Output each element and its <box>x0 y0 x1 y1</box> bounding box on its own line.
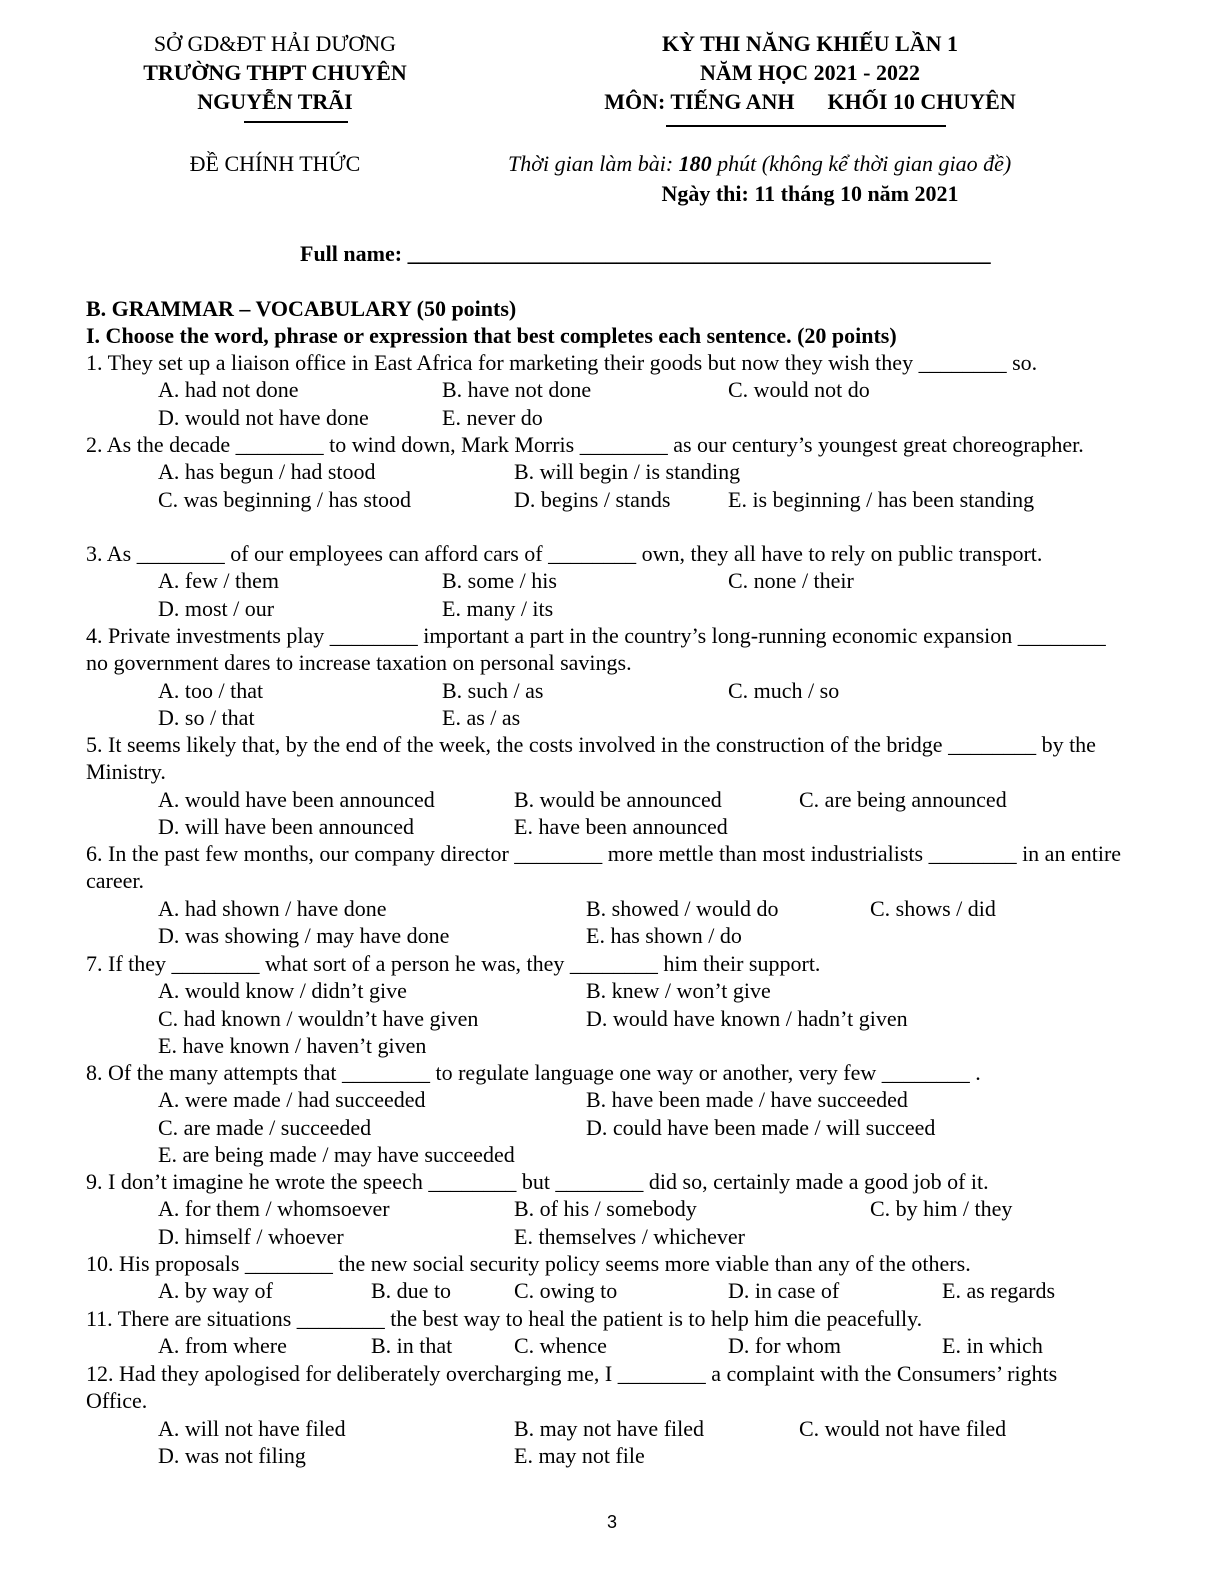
option-a[interactable]: A. by way of <box>158 1278 273 1304</box>
question-6 <box>86 840 1124 949</box>
question-text: 9. I don’t imagine he wrote the speech ________ but ________ did so, certainly made a good job of it. <box>86 1169 989 1194</box>
exam-duration <box>508 150 1011 177</box>
question-2 <box>86 431 1124 513</box>
option-a[interactable]: A. would have been announced <box>158 786 435 812</box>
option-d[interactable]: D. would not have done <box>158 404 369 430</box>
question-text: 4. Private investments play ________ important a part in the country’s long-running economic expansion ________ no government dares to increase taxation on personal savings. <box>86 623 1106 676</box>
option-e[interactable]: E. themselves / whichever <box>514 1223 745 1249</box>
option-c[interactable]: C. whence <box>514 1333 607 1359</box>
option-b[interactable]: B. some / his <box>442 568 557 594</box>
option-a[interactable]: A. from where <box>158 1333 287 1359</box>
option-d[interactable]: D. himself / whoever <box>158 1223 344 1249</box>
option-b[interactable]: B. have been made / have succeeded <box>586 1087 908 1113</box>
option-a[interactable]: A. would know / didn’t give <box>158 978 407 1004</box>
option-b[interactable]: B. due to <box>371 1278 452 1304</box>
left-header-rule <box>244 121 348 123</box>
option-e[interactable]: E. as regards <box>942 1278 1056 1304</box>
section-title: B. GRAMMAR – VOCABULARY (50 points) <box>86 296 517 321</box>
option-a[interactable]: A. for them / whomsoever <box>158 1196 390 1222</box>
option-a[interactable]: A. has begun / had stood <box>158 459 376 485</box>
option-c[interactable]: C. would not do <box>728 377 870 403</box>
school-year: NĂM HỌC 2021 - 2022 <box>700 60 920 85</box>
option-b[interactable]: B. such / as <box>442 677 544 703</box>
duration-value: 180 <box>678 151 712 176</box>
option-e[interactable]: E. never do <box>442 404 543 430</box>
option-d[interactable]: D. for whom <box>728 1333 842 1359</box>
option-b[interactable]: B. knew / won’t give <box>586 978 771 1004</box>
option-a[interactable]: A. were made / had succeeded <box>158 1087 426 1113</box>
option-e[interactable]: E. have known / haven’t given <box>158 1032 427 1058</box>
school-name-line1: TRƯỜNG THPT CHUYÊN <box>143 60 407 85</box>
option-a[interactable]: A. too / that <box>158 677 264 703</box>
option-d[interactable]: D. could have been made / will succeed <box>586 1114 936 1140</box>
full-name-line[interactable]: _____________________________________________________ <box>407 241 991 266</box>
option-d[interactable]: D. would have known / hadn’t given <box>586 1005 908 1031</box>
option-a[interactable]: A. had shown / have done <box>158 895 387 921</box>
department-name: SỞ GD&ĐT HẢI DƯƠNG <box>153 31 397 56</box>
question-8 <box>86 1059 1124 1168</box>
option-d[interactable]: D. in case of <box>728 1278 840 1304</box>
right-header-rule <box>666 125 946 127</box>
school-name-line2: NGUYỄN TRÃI <box>197 89 353 114</box>
question-3 <box>86 540 1124 622</box>
duration-suffix: phút (không kể thời gian giao đề) <box>711 151 1012 176</box>
option-b[interactable]: B. in that <box>371 1333 453 1359</box>
option-c[interactable]: C. are being announced <box>799 786 1007 812</box>
question-1 <box>86 349 1124 431</box>
option-e[interactable]: E. is beginning / has been standing <box>728 486 1035 512</box>
option-b[interactable]: B. of his / somebody <box>514 1196 697 1222</box>
exam-title: KỲ THI NĂNG KHIẾU LẦN 1 <box>661 31 959 56</box>
option-b[interactable]: B. will begin / is standing <box>514 459 741 485</box>
question-text: 11. There are situations ________ the best way to heal the patient is to help him die peacefully. <box>86 1306 923 1331</box>
official-label: ĐỀ CHÍNH THỨC <box>189 151 361 176</box>
option-d[interactable]: D. so / that <box>158 704 255 730</box>
option-e[interactable]: E. many / its <box>442 595 554 621</box>
question-text: 5. It seems likely that, by the end of the week, the costs involved in the construction of the bridge ________ by the Ministry. <box>86 732 1096 785</box>
question-text: 2. As the decade ________ to wind down, Mark Morris ________ as our century’s youngest great choreographer. <box>86 432 1084 457</box>
option-c[interactable]: C. was beginning / has stood <box>158 486 411 512</box>
option-d[interactable]: D. most / our <box>158 595 275 621</box>
option-e[interactable]: E. has shown / do <box>586 922 742 948</box>
question-text: 8. Of the many attempts that ________ to regulate language one way or another, very few ________ . <box>86 1060 981 1085</box>
option-d[interactable]: D. will have been announced <box>158 813 414 839</box>
question-9 <box>86 1168 1124 1250</box>
option-e[interactable]: E. may not file <box>514 1442 645 1468</box>
question-5 <box>86 731 1124 840</box>
question-text: 12. Had they apologised for deliberately overcharging me, I ________ a complaint with the Consumers’ rights Office. <box>86 1361 1058 1414</box>
section-instruction: I. Choose the word, phrase or expression that best completes each sentence. (20 points) <box>86 323 897 348</box>
option-e[interactable]: E. are being made / may have succeeded <box>158 1141 515 1167</box>
question-11 <box>86 1305 1124 1360</box>
exam-date: Ngày thi: 11 tháng 10 năm 2021 <box>661 181 959 206</box>
option-d[interactable]: D. was not filing <box>158 1442 306 1468</box>
question-text: 10. His proposals ________ the new social security policy seems more viable than any of the others. <box>86 1251 971 1276</box>
option-b[interactable]: B. would be announced <box>514 786 722 812</box>
option-c[interactable]: C. are made / succeeded <box>158 1114 372 1140</box>
question-text: 1. They set up a liaison office in East Africa for marketing their goods but now they wish they ________ so. <box>86 350 1038 375</box>
option-b[interactable]: B. may not have filed <box>514 1415 705 1441</box>
option-c[interactable]: C. had known / wouldn’t have given <box>158 1005 479 1031</box>
question-text: 3. As ________ of our employees can afford cars of ________ own, they all have to rely on public transport. <box>86 541 1043 566</box>
duration-prefix: Thời gian làm bài: <box>508 151 679 176</box>
option-c[interactable]: C. shows / did <box>870 895 996 921</box>
option-d[interactable]: D. was showing / may have done <box>158 922 450 948</box>
option-a[interactable]: A. will not have filed <box>158 1415 346 1441</box>
question-10 <box>86 1250 1124 1305</box>
full-name-row <box>300 240 991 267</box>
option-e[interactable]: E. have been announced <box>514 813 728 839</box>
question-12 <box>86 1360 1124 1469</box>
question-text: 6. In the past few months, our company director ________ more mettle than most industrialists ________ in an entire career. <box>86 841 1122 894</box>
full-name-label: Full name: <box>300 241 403 266</box>
option-c[interactable]: C. would not have filed <box>799 1415 1007 1441</box>
option-c[interactable]: C. owing to <box>514 1278 618 1304</box>
option-e[interactable]: E. as / as <box>442 704 521 730</box>
option-a[interactable]: A. few / them <box>158 568 279 594</box>
question-text: 7. If they ________ what sort of a person he was, they ________ him their support. <box>86 951 821 976</box>
question-7 <box>86 950 1124 1059</box>
option-b[interactable]: B. have not done <box>442 377 592 403</box>
subject-grade: MÔN: TIẾNG ANH KHỐI 10 CHUYÊN <box>604 89 1016 114</box>
option-b[interactable]: B. showed / would do <box>586 895 779 921</box>
option-c[interactable]: C. none / their <box>728 568 854 594</box>
option-d[interactable]: D. begins / stands <box>514 486 671 512</box>
option-a[interactable]: A. had not done <box>158 377 299 403</box>
page-number: 3 <box>606 1512 617 1532</box>
option-c[interactable]: C. much / so <box>728 677 840 703</box>
option-e[interactable]: E. in which <box>942 1333 1043 1359</box>
option-c[interactable]: C. by him / they <box>870 1196 1013 1222</box>
question-4 <box>86 622 1124 731</box>
